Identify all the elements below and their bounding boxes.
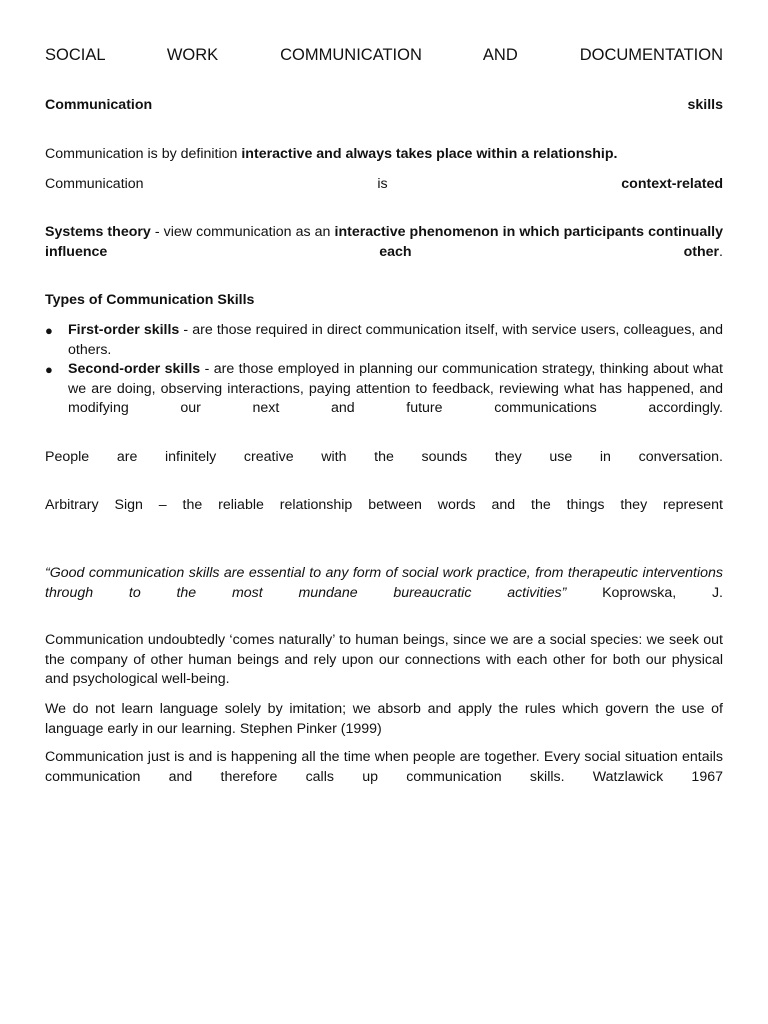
- quote-koprowska: [45, 564, 723, 603]
- list-item: [45, 360, 723, 419]
- list-item-text: [68, 321, 723, 360]
- bullet-icon: ●: [45, 362, 53, 377]
- quote-text: “Good communication skills are essential to any form of social work practice, from therapeutic interventions through to the most mundane bureaucratic activities”: [45, 565, 723, 601]
- paragraph-arbitrary-sign: Arbitrary Sign – the reliable relationship between words and the things they represent: [45, 497, 723, 513]
- list-item-description: - are those required in direct communication itself, with service users, colleagues, and others.: [68, 322, 723, 358]
- types-heading: [45, 291, 723, 311]
- definition-lead-text: Communication is by definition: [45, 146, 242, 162]
- paragraph-definition: [45, 145, 723, 165]
- context-word-3: context-related: [621, 176, 723, 192]
- systems-theory-end: .: [719, 243, 723, 260]
- paragraph-systems-theory: [45, 223, 723, 262]
- list-item-term: Second-order skills: [68, 361, 201, 377]
- context-word-1: Communication: [45, 176, 144, 192]
- context-word-2: is: [377, 176, 388, 192]
- paragraph-pinker: We do not learn language solely by imitation; we absorb and apply the rules which govern the use of language early in our learning. Stephen Pinker (1999): [45, 701, 723, 737]
- types-heading-text: Types of Communication Skills: [45, 292, 255, 308]
- paragraph-comes-naturally: Communication undoubtedly ‘comes naturally’ to human beings, since we are a social species: we seek out the company of other human beings and rely upon our connections with each other for both our physical and psychological well-being.: [45, 632, 723, 687]
- document-title: SOCIAL WORK COMMUNICATION AND DOCUMENTATION: [45, 46, 723, 64]
- heading-word-communication: Communication: [45, 97, 153, 113]
- section-heading-communication-skills: [45, 96, 723, 116]
- systems-theory-bold-phrase: interactive phenomenon in which participants continually influence each other: [45, 224, 723, 260]
- definition-bold-text: interactive and always takes place within a relationship.: [241, 146, 618, 162]
- list-item-text: [68, 360, 723, 419]
- bullet-icon: ●: [45, 323, 53, 338]
- paragraph-creative-sounds: People are infinitely creative with the sounds they use in conversation.: [45, 449, 723, 465]
- list-item-description: - are those employed in planning our communication strategy, thinking about what we are doing, observing interactions, paying attention to feedback, reviewing what has happened, and modifying our next and future communications accordingly.: [68, 361, 723, 416]
- paragraph-context: [45, 175, 723, 195]
- list-item: [45, 321, 723, 360]
- paragraph-watzlawick: Communication just is and is happening all the time when people are together. Every social situation entails communication and therefore calls up communication skills. Watzlawick 1967: [45, 749, 723, 785]
- systems-theory-term: Systems theory: [45, 224, 151, 240]
- list-item-term: First-order skills: [68, 322, 180, 338]
- heading-word-skills: skills: [687, 97, 723, 113]
- systems-theory-text: - view communication as an: [150, 224, 335, 240]
- quote-author: Koprowska, J.: [566, 584, 724, 601]
